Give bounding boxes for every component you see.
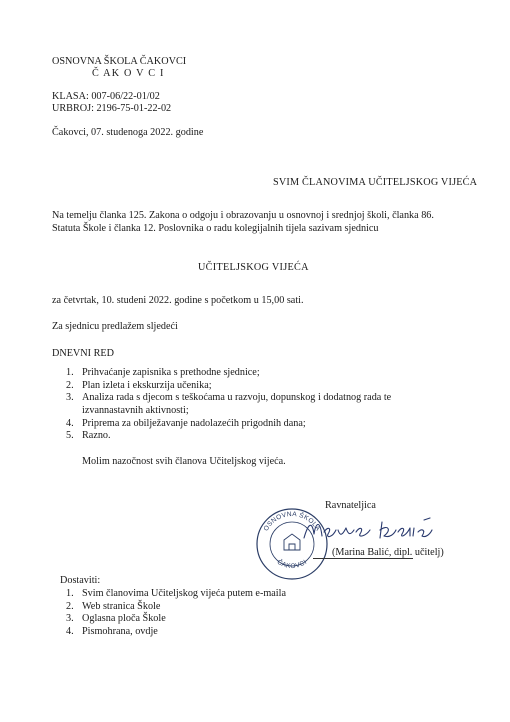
- list-item: [66, 626, 366, 639]
- stamp-top-text: OSNOVNA ŠKOLA: [262, 510, 322, 533]
- distribution-title: Dostaviti:: [60, 575, 101, 586]
- list-item: [66, 588, 366, 601]
- list-item: [66, 430, 436, 443]
- urbroj-number: URBROJ: 2196-75-01-22-02: [52, 103, 172, 114]
- closing-sentence: Molim nazočnost svih članova Učiteljskog vijeća.: [82, 456, 286, 467]
- distribution-item-number: 3.: [66, 613, 74, 625]
- agenda-item-number: 3.: [66, 392, 74, 404]
- distribution-item-number: 2.: [66, 600, 74, 612]
- school-town: Č AK O V C I: [92, 68, 165, 79]
- school-name: OSNOVNA ŠKOLA ČAKOVCI: [52, 56, 187, 67]
- list-item: [66, 613, 366, 626]
- list-item: [66, 367, 436, 380]
- meeting-heading: UČITELJSKOG VIJEĆA: [198, 262, 309, 273]
- distribution-item-text: Svim članovima Učiteljskog vijeća putem e-maila: [82, 588, 286, 599]
- signer-role: Ravnateljica: [325, 500, 376, 511]
- agenda-item-text: Priprema za obilježavanje nadolazećih prigodnih dana;: [82, 417, 306, 429]
- agenda-item-text: Analiza rada s djecom s teškoćama u razvoju, dopunskog i dodatnog rada te izvannastavnih aktivnosti;: [82, 392, 392, 416]
- handwritten-signature: [298, 516, 438, 544]
- distribution-item-number: 4.: [66, 625, 74, 637]
- agenda-item-text: Plan izleta i ekskurzija učenika;: [82, 379, 212, 391]
- list-item: [66, 418, 436, 431]
- agenda-item-text: Razno.: [82, 430, 111, 442]
- stamp-bottom-text: ČAKOVCI: [275, 558, 309, 571]
- list-item: [66, 601, 366, 614]
- agenda-item-number: 4.: [66, 417, 74, 429]
- distribution-item-text: Web stranica Škole: [82, 600, 161, 612]
- agenda-item-text: Prihvaćanje zapisnika s prethodne sjednice;: [82, 367, 260, 378]
- agenda-item-number: 2.: [66, 379, 74, 391]
- agenda-list: [66, 367, 436, 443]
- distribution-item-text: Oglasna ploča Škole: [82, 613, 166, 625]
- proposal-line: Za sjednicu predlažem sljedeći: [52, 321, 178, 332]
- document-date: Čakovci, 07. studenoga 2022. godine: [52, 127, 204, 138]
- meeting-time: za četvrtak, 10. studeni 2022. godine s početkom u 15,00 sati.: [52, 295, 304, 306]
- intro-paragraph: Na temelju članka 125. Zakona o odgoju i obrazovanju u osnovnoj i srednjoj školi, članka 86. Statuta Škole i članka 12. Poslovnika o radu kolegijalnih tijela sazivam sjednicu: [52, 210, 434, 234]
- klasa-number: KLASA: 007-06/22-01/02: [52, 91, 160, 102]
- list-item: [66, 380, 436, 393]
- agenda-item-number: 5.: [66, 430, 74, 442]
- distribution-list: [66, 588, 366, 639]
- distribution-item-text: Pismohrana, ovdje: [82, 625, 158, 637]
- recipient-line: SVIM ČLANOVIMA UČITELJSKOG VIJEĆA: [273, 177, 478, 188]
- signer-name: (Marina Balić, dipl. učitelj): [332, 547, 444, 558]
- agenda-item-number: 1.: [66, 367, 74, 378]
- list-item: [66, 392, 436, 417]
- distribution-item-number: 1.: [66, 588, 74, 599]
- agenda-title: DNEVNI RED: [52, 348, 114, 359]
